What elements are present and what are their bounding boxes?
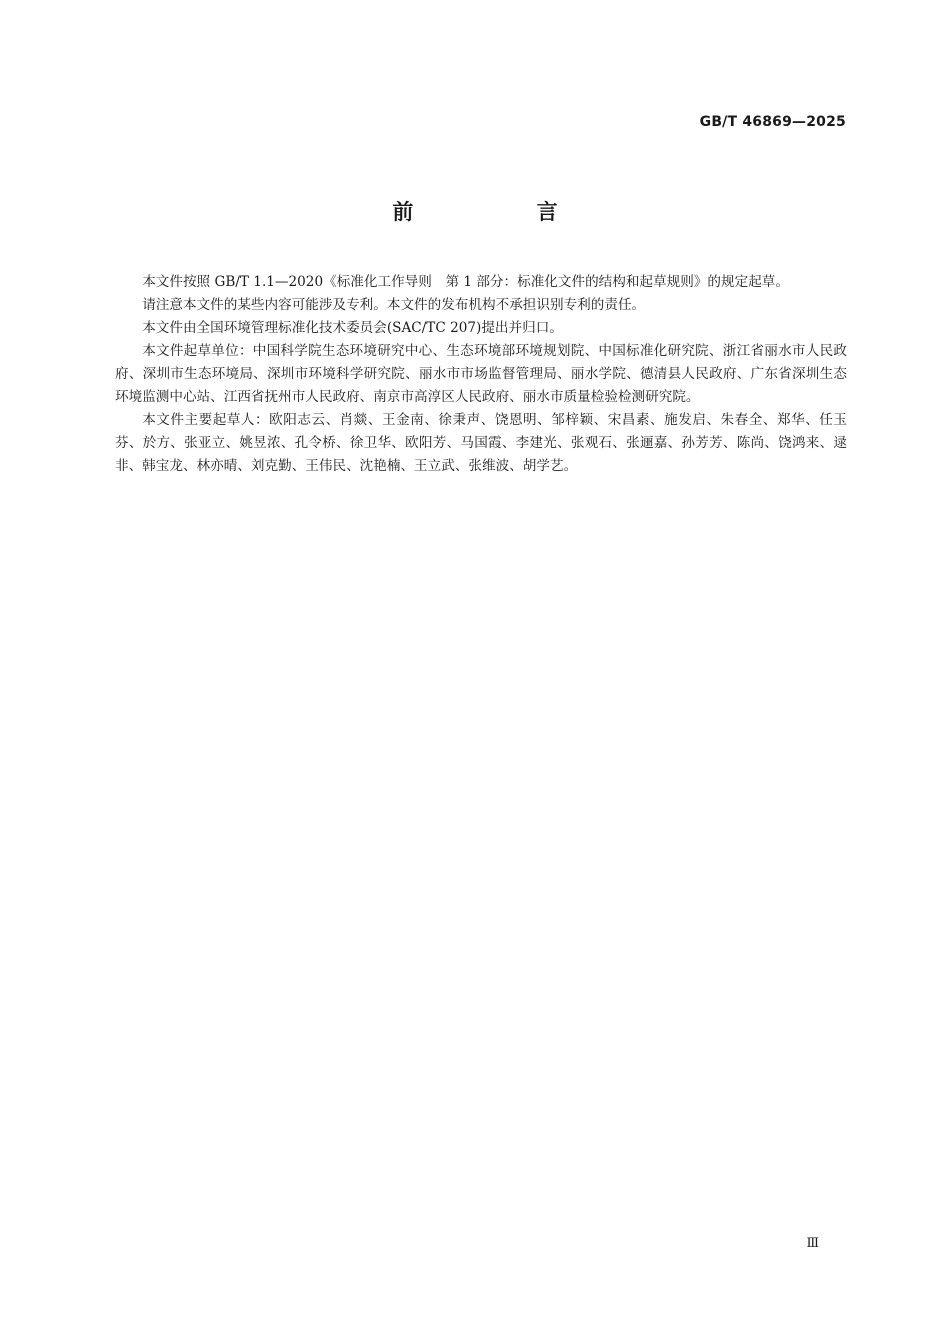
section-title: 前 言 bbox=[392, 200, 616, 224]
standard-code: GB/T 46869—2025 bbox=[699, 114, 846, 130]
paragraph-drafting-units: 本文件起草单位：中国科学院生态环境研究中心、生态环境部环境规划院、中国标准化研究院、浙江省丽水市人民政府、深圳市生态环境局、深圳市环境科学研究院、丽水市市场监督管理局、丽水学院、德清县人民政府、广东省深圳生态环境监测中心站、江西省抚州市人民政府、南京市高淳区人民政府、丽水市质量检验检测研究院。 bbox=[115, 343, 847, 405]
paragraph-proposer: 本文件由全国环境管理标准化技术委员会(SAC/TC 207)提出并归口。 bbox=[142, 320, 563, 336]
foreword-body bbox=[115, 271, 847, 478]
paragraph-main-drafters: 本文件主要起草人：欧阳志云、肖燚、王金南、徐秉声、饶恩明、邹梓颖、宋昌素、施发启、朱春全、郑华、任玉芬、於方、张亚立、姚昱浓、孔令桥、徐卫华、欧阳芳、马国霞、李建光、张观石、张逦嘉、孙芳芳、陈尚、饶鸿来、逯非、韩宝龙、林亦晴、刘克勤、王伟民、沈艳楠、王立武、张维波、胡学艺。 bbox=[115, 412, 847, 474]
paragraph-drafting-rules: 本文件按照 GB/T 1.1—2020《标准化工作导则 第 1 部分：标准化文件的结构和起草规则》的规定起草。 bbox=[142, 274, 789, 290]
paragraph-patent-notice: 请注意本文件的某些内容可能涉及专利。本文件的发布机构不承担识别专利的责任。 bbox=[142, 297, 646, 313]
page-number: Ⅲ bbox=[806, 1236, 819, 1251]
